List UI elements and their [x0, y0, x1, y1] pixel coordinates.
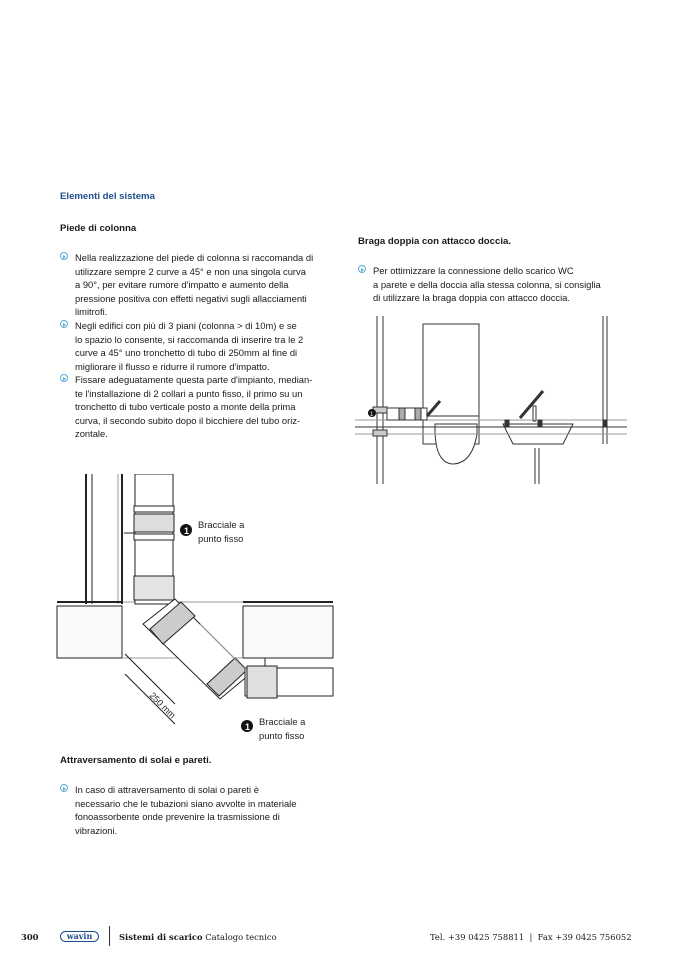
page-number: 300: [21, 932, 39, 942]
catalog-title-rest: Catalogo tecnico: [205, 932, 277, 942]
catalog-title-bold: Sistemi di scarico: [119, 932, 203, 942]
bullet-arrow-icon: [60, 320, 68, 328]
callout-marker-number: 1: [245, 722, 251, 732]
text-line: pressione positiva con effetti negativi sugli allacciamenti: [75, 292, 307, 304]
text-line: Negli edifici con più di 3 piani (colonna > di 10m) e se: [75, 320, 297, 331]
text-line: In caso di attraversamento di solai o pareti è: [75, 784, 259, 795]
text-line: di utilizzare la braga doppia con attacco doccia.: [373, 292, 570, 304]
bullet-arrow-icon: [358, 265, 366, 273]
text-line: Nella realizzazione del piede di colonna si raccomanda di: [75, 252, 314, 263]
text-line: Per ottimizzare la connessione dello scarico WC: [373, 265, 574, 276]
text-line: Fissare adeguatamente questa parte d'impianto, median-: [75, 374, 313, 385]
text-line: a 90°, per evitare rumore d'impatto e aumento della: [75, 279, 289, 291]
bullet-text: [373, 264, 601, 305]
footer-contacts: Tel. +39 0425 758811 | Fax +39 0425 756052: [430, 932, 632, 942]
callout-text: Bracciale a: [259, 716, 306, 727]
text-line: fonoassorbente onde prevenire la trasmissione di: [75, 811, 280, 823]
text-line: limitrofi.: [75, 306, 108, 318]
crossing-title: Attraversamento di solai e pareti.: [60, 755, 212, 766]
text-line: necessario che le tubazioni siano avvolte in materiale: [75, 797, 297, 809]
text-line: curve a 45° uno tronchetto di tubo di 250mm al fine di: [75, 347, 298, 359]
text-line: a parete e della doccia alla stessa colonna, si consiglia: [373, 278, 601, 290]
catalog-title: [119, 932, 277, 942]
text-line: zontale.: [75, 428, 108, 440]
bullet-text: [75, 783, 296, 837]
text-line: migliorare il flusso e ridurre il rumore d'impatto.: [75, 360, 270, 372]
section-title: Elementi del sistema: [60, 191, 155, 202]
bullet-text: [75, 373, 312, 441]
piede-di-colonna-figure: [55, 474, 335, 746]
footer-divider: [109, 926, 110, 946]
dimension-label: 250 mm: [147, 690, 178, 721]
callout-marker-number: 1: [370, 412, 374, 418]
callout-text: punto fisso: [259, 730, 305, 741]
text-line: vibrazioni.: [75, 824, 118, 836]
text-line: utilizzare sempre 2 curve a 45° e non una singola curva: [75, 265, 306, 277]
callout-marker-number: 1: [184, 526, 190, 536]
braga-title: Braga doppia con attacco doccia.: [358, 236, 512, 247]
subtitle-piede-di-colonna: Piede di colonna: [60, 223, 137, 234]
text-line: te l'installazione di 2 collari a punto fisso, il primo su un: [75, 387, 303, 399]
bullet-text: [75, 319, 303, 373]
wavin-logo: wavin: [60, 931, 99, 942]
braga-doppia-figure: [355, 316, 627, 484]
text-line: lo spazio lo consente, si raccomanda di inserire tra le 2: [75, 333, 304, 345]
callout-text: Bracciale a: [198, 519, 245, 530]
bullet-text: [75, 251, 313, 319]
callout-text: punto fisso: [198, 533, 244, 544]
text-line: curva, il secondo subito dopo il bicchiere del tubo oriz-: [75, 414, 301, 426]
text-line: tronchetto di tubo verticale posto a monte della prima: [75, 401, 296, 413]
bullet-arrow-icon: [60, 374, 68, 382]
bullet-arrow-icon: [60, 252, 68, 260]
bullet-arrow-icon: [60, 784, 68, 792]
